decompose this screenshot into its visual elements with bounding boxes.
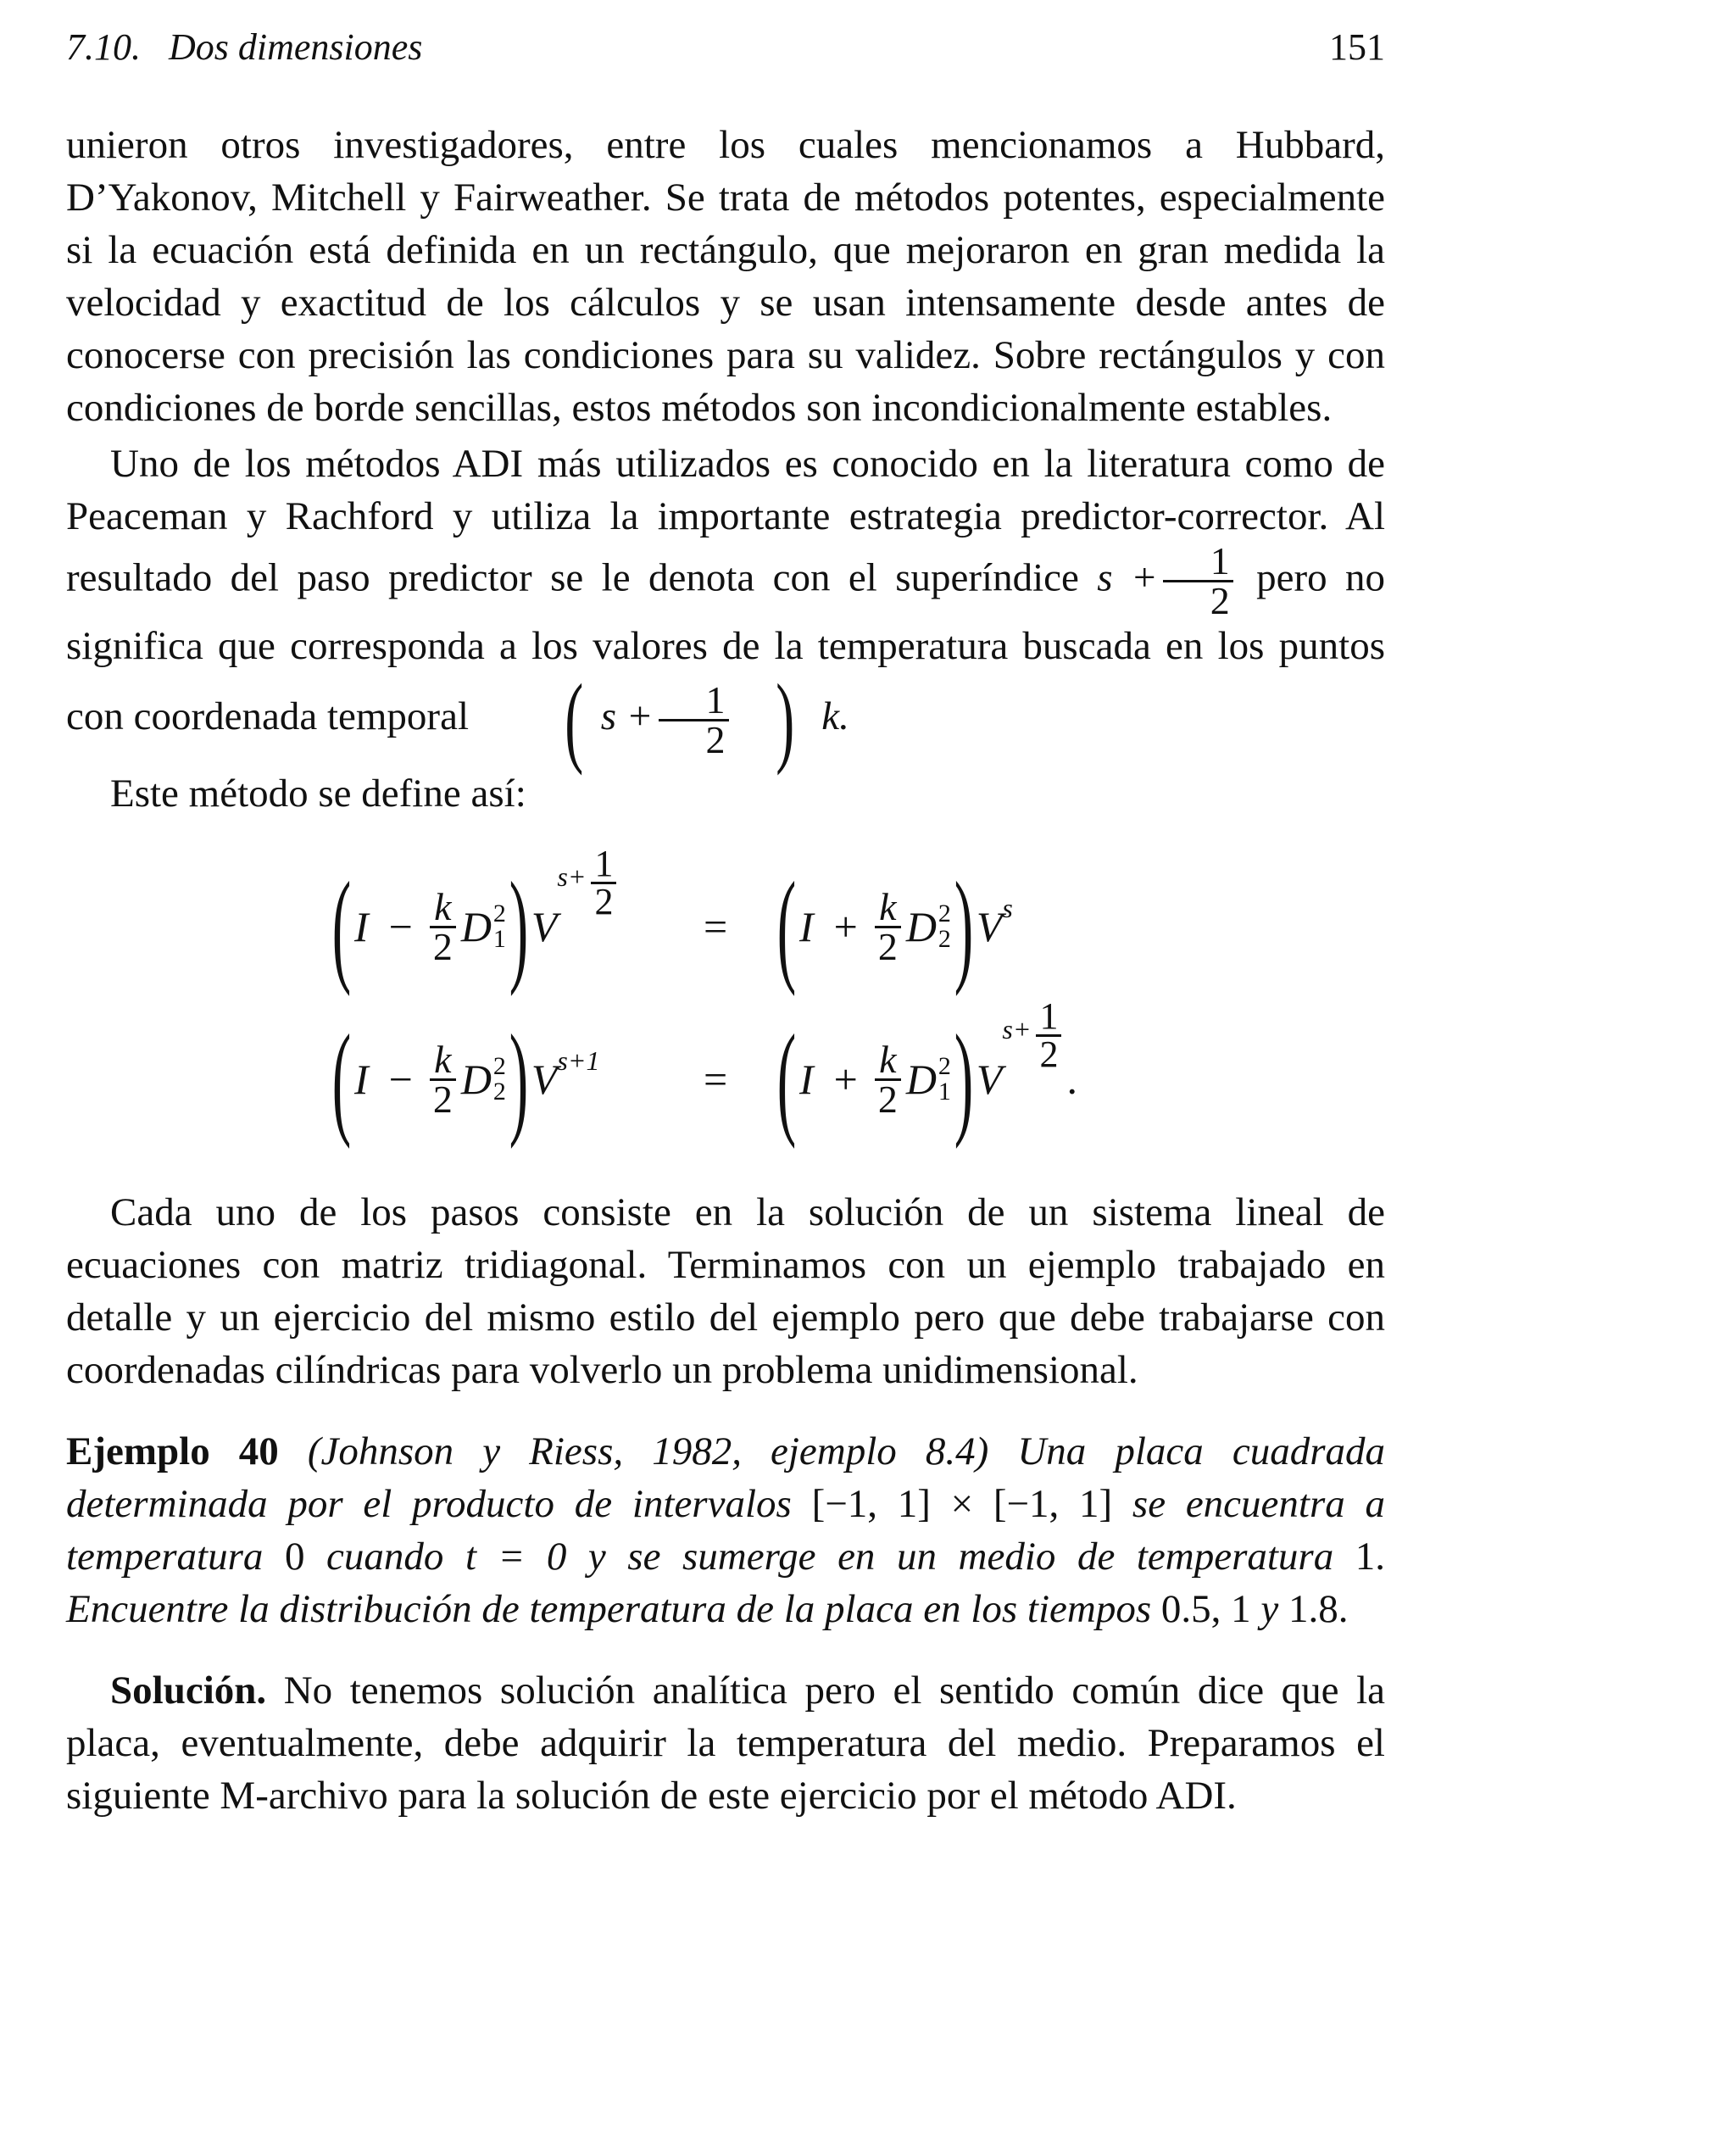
fraction-k-over-2 [875,884,901,968]
superscript-s: s [1002,892,1013,923]
operator-d: D [460,903,492,950]
right-paren: ) [775,663,794,777]
fraction-denominator: 2 [1163,580,1233,620]
fraction-denominator: 2 [591,882,616,920]
equals-sign: = [704,1056,728,1103]
equation-corrector-lhs [329,1003,599,1156]
superscript-s-plus-half [557,842,621,922]
fraction-numerator: 1 [1210,539,1230,582]
vector-v: V [531,1056,558,1103]
fraction-denominator: 2 [1036,1034,1061,1072]
right-paren: ) [954,856,974,997]
minus-sign: − [388,903,413,950]
fraction-k-over-2 [430,884,456,968]
fraction-numerator: 1 [1039,994,1059,1037]
left-paren: ( [776,1009,797,1150]
operator-d: D [905,1056,937,1103]
vector-v: V [531,903,558,950]
fraction-denominator: 2 [430,1078,456,1118]
fraction-denominator: 2 [430,926,456,966]
page-number: 151 [1329,26,1385,68]
period: . [1066,1056,1077,1103]
math-s-plus: s + [1097,555,1158,600]
right-paren: ) [954,1009,974,1150]
vector-v: V [976,1056,1003,1103]
plus-sign: + [833,903,858,950]
superscript-s-plus-1: s+1 [557,1044,600,1076]
solution-text: No tenemos solución analítica pero el sentido común dice que la placa, eventualmente, debe adquirir la temperatura del medio. Preparamos el siguiente M-archivo para la solución de este ejercicio por el método ADI. [66,1668,1385,1818]
fraction-numerator: k [434,884,452,928]
example-times-b: 1.8. [1288,1587,1349,1631]
equation-predictor-lhs [329,842,621,1003]
fraction-numerator: 1 [705,677,726,721]
equation-corrector [66,994,1385,1156]
left-paren: ( [565,663,584,777]
subscript: 1 [492,925,506,953]
paragraph-2 [66,437,1386,777]
subscript: 1 [938,1078,951,1106]
power: 2 [938,900,951,927]
identity-symbol: I [353,903,369,950]
plus-sign: + [833,1056,858,1103]
d2-squared-indices [493,1054,506,1105]
minus-sign: − [388,1056,413,1103]
right-paren: ) [509,1009,529,1150]
equation-predictor [66,842,1385,1003]
math-s-plus-2: s + [600,694,654,738]
superscript-s-plus: s+ [1002,1013,1032,1044]
fraction-one-half-2 [659,677,729,761]
paragraph-2-text-b: pero no significa que corresponda a los valores de la temperatura buscada en los puntos con coordenada temporal [66,555,1386,738]
section-title: Dos dimensiones [169,26,423,68]
operator-d: D [905,903,937,950]
running-head [66,24,1385,71]
example-t-equals-zero: t = 0 [465,1535,567,1579]
example-interval: [−1, 1] × [−1, 1] [811,1482,1113,1526]
subscript: 2 [938,925,951,953]
fraction-one-half [591,842,616,922]
equals-sign: = [704,903,728,950]
fraction-denominator: 2 [875,926,901,966]
fraction-k-over-2 [875,1037,901,1121]
equation-corrector-rhs [774,994,1077,1156]
page-body [66,119,1385,1822]
paragraph-1: unieron otros investigadores, entre los cuales mencionamos a Hubbard, D’Yakonov, Mitchell y Fairweather. Se trata de métodos potentes, especialmente si la ecuación está definida en un rectángulo, que mejoraron en gran medida la velocidad y exactitud de los cálculos y se usan intensamente desde antes de conocerse con precisión las condiciones para su validez. Sobre rectángulos y con condiciones de borde sencillas, estos métodos son incondicionalmente estables. [66,123,1385,430]
example-text-c: cuando [326,1535,444,1579]
fraction-one-half [1163,539,1233,622]
d2-squared-indices [938,901,951,952]
d1-squared-indices [493,901,506,952]
example-text-b: se encuentra a temperatura [66,1482,1385,1579]
example-and: y [1260,1587,1279,1631]
fraction-denominator: 2 [659,719,729,759]
identity-symbol: I [353,1056,369,1103]
paragraph-3: Este método se define así: [110,771,526,816]
example-label: Ejemplo 40 [66,1429,279,1473]
subscript: 2 [492,1078,506,1106]
example-text-d: y se sumerge en un medio de temperatura [587,1535,1334,1579]
left-paren: ( [776,856,797,997]
example-times-a: 0.5, 1 [1160,1587,1251,1631]
power: 2 [938,1052,951,1080]
power: 2 [492,900,506,927]
example-text-a: (Johnson y Riess, 1982, ejemplo 8.4) Una placa cuadrada determinada por el producto de intervalos [66,1429,1385,1526]
power: 2 [492,1052,506,1080]
solution-label: Solución. [110,1668,267,1713]
example-40 [66,1425,1385,1635]
example-text-e: Encuentre la distribución de temperatura de la placa en los tiempos [66,1587,1152,1631]
section-number: 7.10. [66,26,141,68]
example-one: 1. [1355,1535,1386,1579]
left-paren: ( [331,856,352,997]
identity-symbol: I [798,903,814,950]
vector-v: V [976,903,1003,950]
fraction-denominator: 2 [875,1078,901,1118]
example-zero: 0 [284,1535,305,1579]
superscript-s-plus: s+ [557,861,587,892]
equation-predictor-rhs [774,850,1013,1003]
paragraph-2-text-a: Uno de los métodos ADI más utilizados es conocido en la literatura como de Peaceman y Rachford y utiliza la importante estrategia predictor-corrector. Al resultado del paso predictor se le denota con el superíndice [66,442,1385,600]
left-paren: ( [331,1009,352,1150]
fraction-one-half [1036,994,1061,1075]
section-heading [66,24,422,71]
identity-symbol: I [798,1056,814,1103]
fraction-numerator: k [879,1037,897,1081]
fraction-numerator: 1 [594,842,614,884]
d1-squared-indices [938,1054,951,1105]
solution-paragraph [66,1664,1385,1822]
math-time-expression [479,663,849,777]
superscript-s-plus-half [1002,994,1066,1075]
fraction-numerator: k [434,1037,452,1081]
operator-d: D [460,1056,492,1103]
paragraph-4: Cada uno de los pasos consiste en la solución de un sistema lineal de ecuaciones con matriz tridiagonal. Terminamos con un ejemplo trabajado en detalle y un ejercicio del mismo estilo del ejemplo pero que debe trabajarse con coordenadas cilíndricas para volverlo un problema unidimensional. [66,1190,1385,1392]
right-paren: ) [509,856,529,997]
fraction-k-over-2 [430,1037,456,1121]
fraction-numerator: k [879,884,897,928]
math-k: k. [821,694,849,738]
